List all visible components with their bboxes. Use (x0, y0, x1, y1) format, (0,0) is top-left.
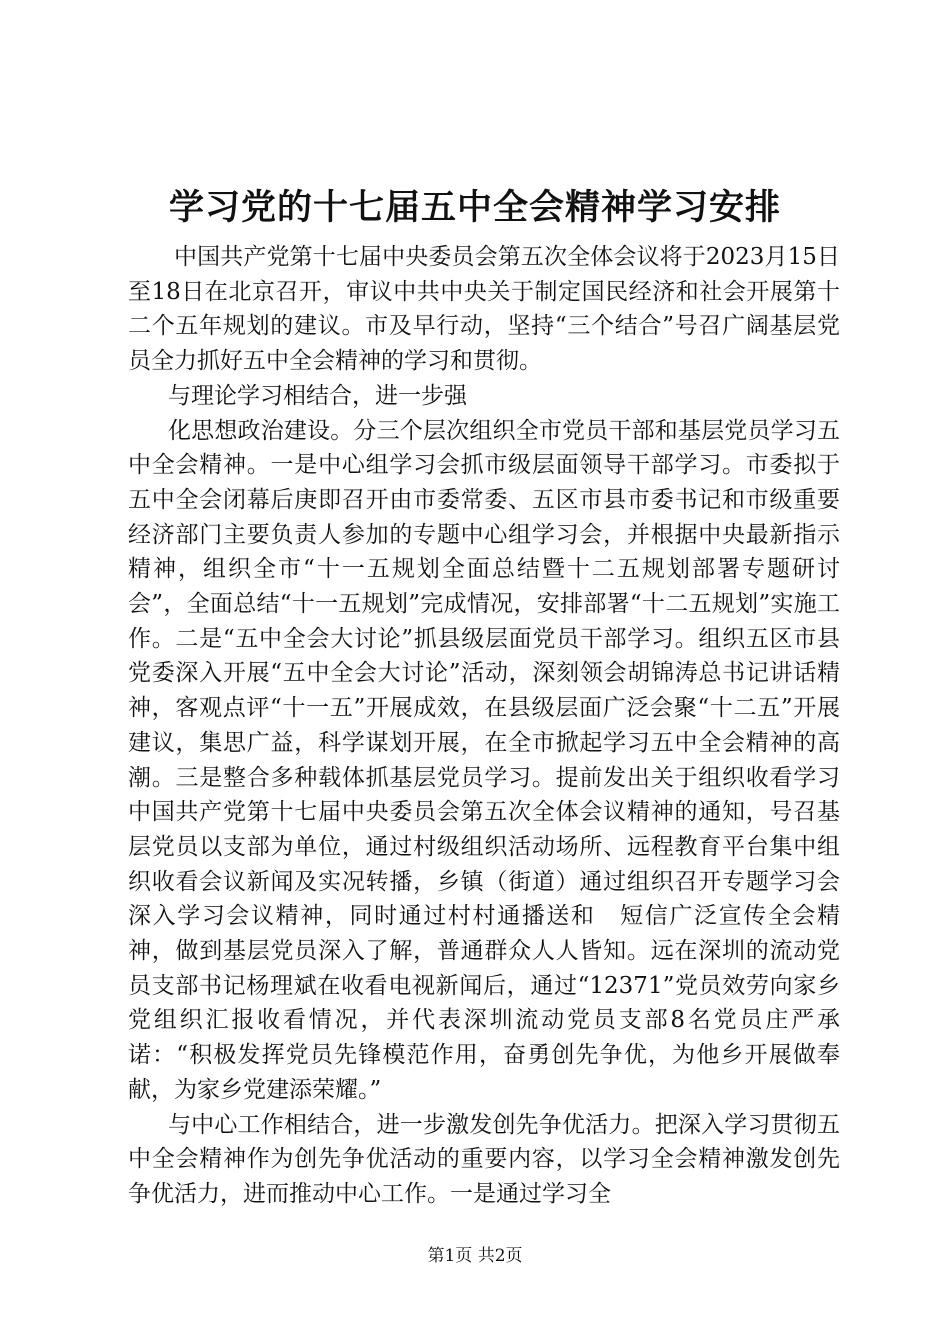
paragraph-intro: 中国共产党第十七届中央委员会第五次全体会议将于2023月15日至18日在北京召开，审议中共中央关于制定国民经济和社会开展第十二个五年规划的建议。市及早行动，坚持“三个结合”号召广阔基层党员全力抓好五中全会精神的学习和贯彻。 (128, 244, 840, 375)
paragraph-heading-theory: 与理论学习相结合，进一步强 (168, 382, 467, 409)
paragraph-theory-study: 化思想政治建设。分三个层次组织全市党员干部和基层党员学习五中全会精神。一是中心组学习会抓市级层面领导干部学习。市委拟于五中全会闭幕后庚即召开由市委常委、五区市县市委书记和市级重要经济部门主要负责人参加的专题中心组学习会，并根据中央最新指示精神，组织全市“十一五规划全面总结暨十二五规划部署专题研讨会”，全面总结“十一五规划”完成情况，安排部署“十二五规划”实施工作。二是“五中全会大讨论”抓县级层面党员干部学习。组织五区市县党委深入开展“五中全会大讨论”活动，深刻领会胡锦涛总书记讲话精神，客观点评“十一五”开展成效，在县级层面广泛会聚“十二五”开展建议，集思广益，科学谋划开展，在全市掀起学习五中全会精神的高潮。三是整合多种载体抓基层党员学习。提前发出关于组织收看学习中国共产党第十七届中央委员会第五次全体会议精神的通知，号召基层党员以支部为单位，通过村级组织活动场所、远程教育平台集中组织收看会议新闻及实况转播，乡镇（街道）通过组织召开专题学习会深入学习会议精神，同时通过村村通播送和 短信广泛宣传全会精神，做到基层党员深入了解，普通群众人人皆知。远在深圳的流动党员支部书记杨理斌在收看电视新闻后，通过“12371”党员效劳向家乡党组织汇报收看情况，并代表深圳流动党员支部8名党员庄严承诺：“积极发挥党员先锋模范作用，奋勇创先争优，为他乡开展做奉献，为家乡党建添荣耀。” (128, 417, 840, 1103)
paragraph-central-work: 与中心工作相结合，进一步激发创先争优活力。把深入学习贯彻五中全会精神作为创先争优活动的重要内容，以学习全会精神激发创先争优活力，进而推动中心工作。一是通过学习全 (128, 1111, 840, 1207)
document-body (128, 240, 840, 1212)
page-title: 学习党的十七届五中全会精神学习安排 (168, 187, 781, 228)
page-footer: 第1页 共2页 (427, 1246, 523, 1266)
